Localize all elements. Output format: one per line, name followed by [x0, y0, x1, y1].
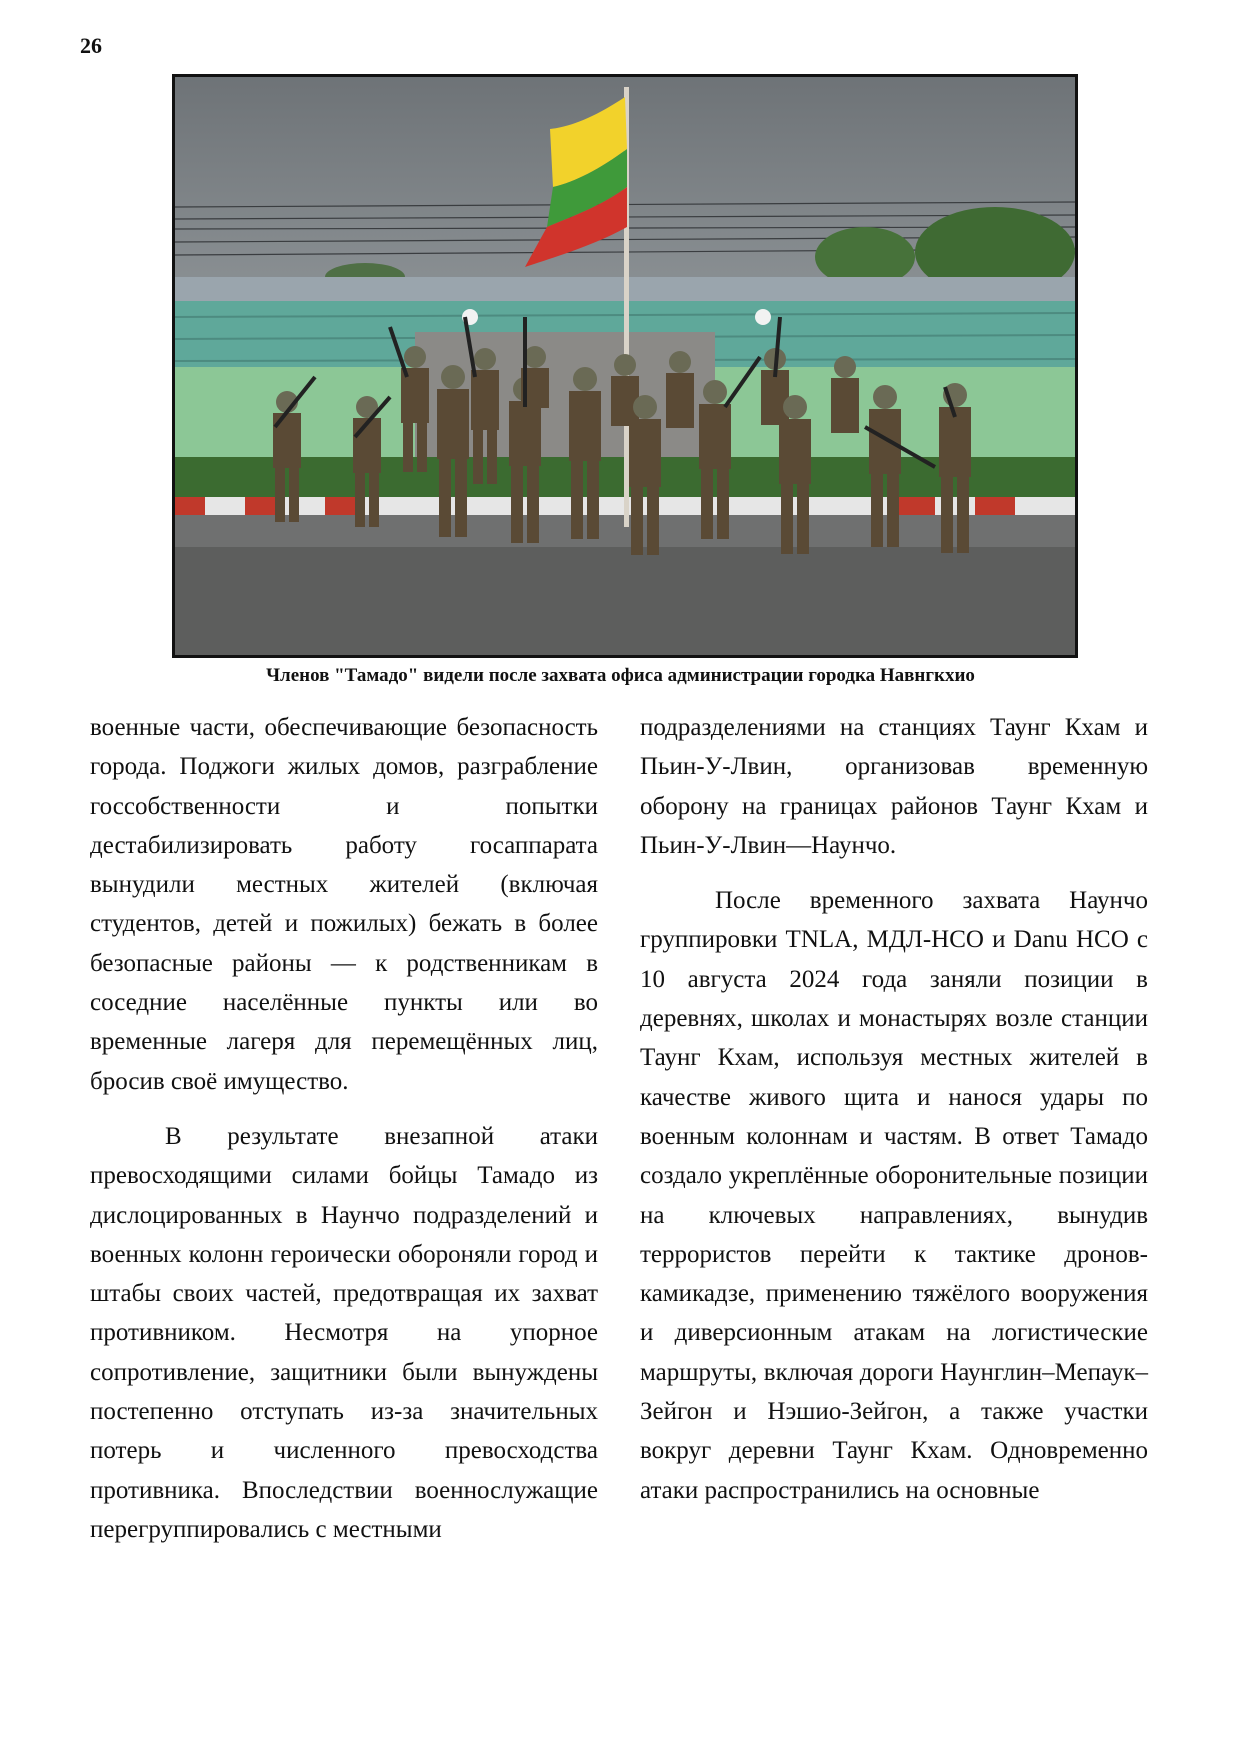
- left-paragraph-2: В результате внезапной атаки превосходящими силами бойцы Тамадо из дислоцированных в Наунчо подразделений и военных колонн героически обороняли город и штабы своих частей, предотвращая их захват противником. Несмотря на упорное сопротивление, защитники были вынуждены постепенно отступать из-за значительных потерь и численного превосходства противника. Впоследствии военнослужащие перегруппировались с местными: [90, 1122, 598, 1543]
- left-column: [90, 708, 598, 1549]
- right-paragraph-2: После временного захвата Наунчо группировки TNLA, МДЛ-НСО и Danu НСО с 10 августа 2024 года заняли позиции в деревнях, школах и монастырях возле станции Таунг Кхам, используя местных жителей в качестве живого щита и нанося удары по военным колоннам и частям. В ответ Тамадо создало укреплённые оборонительные позиции на ключевых направлениях, вынудив террористов перейти к тактике дронов-камикадзе, применению тяжёлого вооружения и диверсионным атакам на логистические маршруты, включая дороги Наунглин–Мепаук–Зейгон и Нэшио-Зейгон, а также участки вокруг деревни Таунг Кхам. Одновременно атаки распространились на основные: [640, 887, 1148, 1504]
- left-paragraph-1: военные части, обеспечивающие безопасность города. Поджоги жилых домов, разграбление госсобственности и попытки дестабилизировать работу госаппарата вынудили местных жителей (включая студентов, детей и пожилых) бежать в более безопасные районы — к родственникам в соседние населённые пункты или во временные лагеря для перемещённых лиц, бросив своё имущество.: [90, 714, 598, 1095]
- right-column: [640, 708, 1148, 1510]
- page-number: 26: [80, 33, 102, 58]
- soldiers-photo: [172, 74, 1078, 658]
- photo-caption: Членов "Тамадо" видели после захвата офиса администрации городка Навнгкхио: [266, 665, 975, 686]
- photo-illustration: [175, 77, 1075, 655]
- right-paragraph-1: подразделениями на станциях Таунг Кхам и Пьин-У-Лвин, организовав временную оборону на границах районов Таунг Кхам и Пьин-У-Лвин—Наунчо.: [640, 714, 1148, 859]
